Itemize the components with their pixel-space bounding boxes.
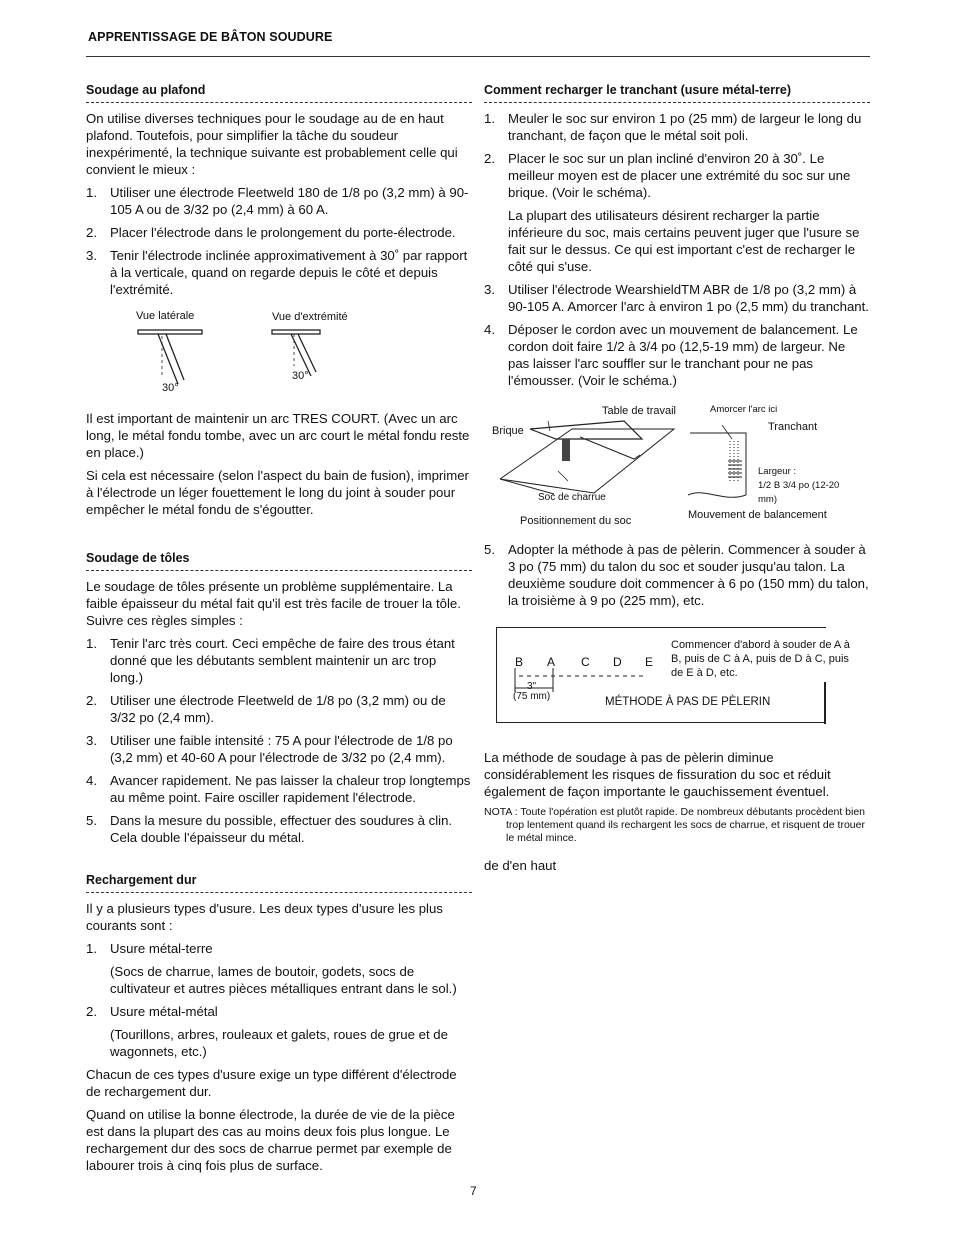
list-item <box>86 224 472 241</box>
list-text: Usure métal-métal <box>110 1004 218 1019</box>
list-item <box>86 772 472 806</box>
plow-positioning-diagram <box>484 399 870 527</box>
letter-C: C <box>581 655 590 669</box>
list-sub-text: (Socs de charrue, lames de boutoir, godets, socs de cultivateur et autres pièces métalliques entrant dans le sol.) <box>110 964 457 996</box>
paragraph: de d'en haut <box>484 858 557 873</box>
dashed-divider <box>86 102 472 103</box>
list-item <box>484 110 870 144</box>
plow-share-label: Soc de charrue <box>538 492 606 503</box>
side-angle-label: 30° <box>162 382 179 394</box>
backstep-caption: MÉTHODE À PAS DE PÈLERIN <box>605 696 771 708</box>
list-text: Placer le soc sur un plan incliné d'environ 20 à 30˚. Le meilleur moyen est de placer une extrémité du soc sur une brique. (Voir le schéma). <box>508 151 851 200</box>
right-column <box>484 82 870 880</box>
list-item <box>86 184 472 218</box>
list-number: 5. <box>86 813 97 828</box>
list-number: 1. <box>484 111 495 126</box>
end-angle-label: 30° <box>292 370 309 382</box>
list-number: 1. <box>86 185 97 200</box>
list-number: 2. <box>86 225 97 240</box>
list-item <box>484 541 870 609</box>
width-label-3: mm) <box>758 494 777 505</box>
list-item <box>484 150 870 201</box>
list-item <box>484 321 870 389</box>
paragraph: Le soudage de tôles présente un problème supplémentaire. La faible épaisseur du métal fait qu'il est très facile de trouer la tôle. Suivre ces règles simples : <box>86 579 461 628</box>
list-number: 5. <box>484 542 495 557</box>
strike-arc-label: Amorcer l'arc ici <box>710 404 778 415</box>
page-number: 7 <box>470 1184 477 1198</box>
width-label-2: 1/2 B 3/4 po (12-20 <box>758 480 840 491</box>
cutting-edge-label: Tranchant <box>768 421 818 433</box>
header-rule <box>86 56 870 57</box>
list-text: Utiliser une faible intensité : 75 A pour l'électrode de 1/8 po (3,2 mm) et 40-60 A pour l'électrode de 3/32 po (2,4 mm). <box>110 733 453 765</box>
list-number: 4. <box>484 322 495 337</box>
list-text: Utiliser l'électrode WearshieldTM ABR de 1/8 po (3,2 mm) à 90-105 A. Amorcer l'arc à environ 1 po (2,5 mm) du tranchant. <box>508 282 869 314</box>
note: NOTA : Toute l'opération est plutôt rapide. De nombreux débutants procèdent bien trop lentement quand ils rechargent les socs de charrue, et risquent de trouer le métal mince. <box>484 806 866 844</box>
end-view-label: Vue d'extrémité <box>272 311 348 323</box>
dimension-label: 3" <box>527 681 537 692</box>
page-header-title: APPRENTISSAGE DE BÂTON SOUDURE <box>88 30 333 44</box>
letter-A: A <box>547 655 556 669</box>
paragraph: Quand on utilise la bonne électrode, la durée de vie de la pièce est dans la plupart des cas au moins deux fois plus longue. Le rechargement dur des socs de charrue permet par exemple de labourer trois à cinq fois plus de surface. <box>86 1107 455 1173</box>
sequence-note-2: B, puis de C à A, puis de D à C, puis <box>671 653 849 665</box>
sequence-note-1: Commencer d'abord à souder de A à <box>671 639 850 651</box>
side-view-label: Vue latérale <box>136 310 195 322</box>
list-item <box>86 940 472 957</box>
backstep-method-diagram <box>496 627 850 723</box>
letter-E: E <box>645 655 654 669</box>
list-number: 2. <box>86 693 97 708</box>
paragraph: La méthode de soudage à pas de pèlerin diminue considérablement les risques de fissuration du soc et réduit également de façon importante le gauchissement éventuel. <box>484 750 831 799</box>
paragraph: Il est important de maintenir un arc TRES COURT. (Avec un arc long, le métal fondu tombe, avec un arc court le métal fondu reste en place.) <box>86 411 470 460</box>
section-title-plafond: Soudage au plafond <box>86 83 206 97</box>
list-text: Dans la mesure du possible, effectuer des soudures à clin. Cela double l'épaisseur du métal. <box>110 813 453 845</box>
list-text: Utiliser une électrode Fleetweld de 1/8 po (3,2 mm) ou de 3/32 po (2,4 mm). <box>110 693 446 725</box>
list-number: 3. <box>484 282 495 297</box>
list-text: Utiliser une électrode Fleetweld 180 de 1/8 po (3,2 mm) à 90-105 A ou de 3/32 po (2,4 mm) à 60 A. <box>110 185 469 217</box>
section-title-toles: Soudage de tôles <box>86 551 190 565</box>
list-number: 4. <box>86 773 97 788</box>
list-text: Meuler le soc sur environ 1 po (25 mm) de largeur le long du tranchant, de façon que le métal soit poli. <box>508 111 862 143</box>
width-label-1: Largeur : <box>758 466 797 477</box>
dashed-divider <box>484 102 870 103</box>
diagram-frame-edge <box>824 682 826 724</box>
positioning-caption: Positionnement du soc <box>520 515 632 527</box>
list-item <box>86 635 472 686</box>
list-item <box>86 732 472 766</box>
list-text: Déposer le cordon avec un mouvement de balancement. Le cordon doit faire 1/2 à 3/4 po (12,5-19 mm) de largeur. Ne pas laisser l'arc souffler sur le tranchant pour ne pas l'émousser. (Voir le schéma.) <box>508 322 858 388</box>
list-number: 2. <box>86 1004 97 1019</box>
list-text: Usure métal-terre <box>110 941 213 956</box>
paragraph: Il y a plusieurs types d'usure. Les deux types d'usure les plus courants sont : <box>86 901 443 933</box>
paragraph: On utilise diverses techniques pour le soudage au de en haut plafond. Toutefois, pour simplifier la tâche du soudeur inexpérimenté, la technique suivante est probablement celle qui convient le mieux : <box>86 111 458 177</box>
list-item <box>86 692 472 726</box>
section-title-rechargement: Rechargement dur <box>86 873 197 887</box>
list-item <box>86 247 472 298</box>
list-text: Avancer rapidement. Ne pas laisser la chaleur trop longtemps au même point. Faire osciller rapidement l'électrode. <box>110 773 471 805</box>
list-number: 3. <box>86 733 97 748</box>
list-text: Tenir l'arc très court. Ceci empêche de faire des trous étant donné que les débutants semblent maintenir un arc trop long.) <box>110 636 455 685</box>
list-item <box>484 281 870 315</box>
work-table-label: Table de travail <box>602 405 676 417</box>
list-text: Tenir l'électrode inclinée approximativement à 30˚ par rapport à la verticale, quand on regarde depuis le côté et depuis l'extrémité. <box>110 248 468 297</box>
electrode-angle-figure <box>86 306 336 410</box>
paragraph: Si cela est nécessaire (selon l'aspect du bain de fusion), imprimer à l'électrode un léger fouettement le long du joint à souder pour empêcher le métal fondu de s'égoutter. <box>86 468 469 517</box>
sequence-note-3: de E à D, etc. <box>671 667 738 679</box>
list-text: Placer l'électrode dans le prolongement du porte-électrode. <box>110 225 456 240</box>
letter-B: B <box>515 655 524 669</box>
list-item <box>86 1003 472 1020</box>
dashed-divider <box>86 892 472 893</box>
list-text: Adopter la méthode à pas de pèlerin. Commencer à souder à 3 po (75 mm) du talon du soc et souder jusqu'au talon. La deuxième soudure doit commencer à 6 po (150 mm) du talon, la troisième à 9 po (225 mm), etc. <box>508 542 869 608</box>
left-column <box>86 82 472 1180</box>
list-number: 1. <box>86 636 97 651</box>
letter-D: D <box>613 655 622 669</box>
list-number: 3. <box>86 248 97 263</box>
list-number: 2. <box>484 151 495 166</box>
dashed-divider <box>86 570 472 571</box>
paragraph: Chacun de ces types d'usure exige un type différent d'électrode de rechargement dur. <box>86 1067 457 1099</box>
brick-label: Brique <box>492 425 524 437</box>
electrode-angle-diagram <box>86 306 472 410</box>
list-sub-text: (Tourillons, arbres, rouleaux et galets, roues de grue et de wagonnets, etc.) <box>110 1027 448 1059</box>
section-title-tranchant: Comment recharger le tranchant (usure métal-terre) <box>484 83 792 97</box>
list-number: 1. <box>86 941 97 956</box>
weave-caption: Mouvement de balancement <box>688 509 827 521</box>
list-sub-text: La plupart des utilisateurs désirent recharger la partie inférieure du soc, mais certains peuvent juger que l'usure se fait sur le dessus. Ce qui est important c'est de recharger le côté qui s'use. <box>508 208 860 274</box>
dimension-metric-label: (75 mm) <box>513 691 551 702</box>
list-item <box>86 812 472 846</box>
